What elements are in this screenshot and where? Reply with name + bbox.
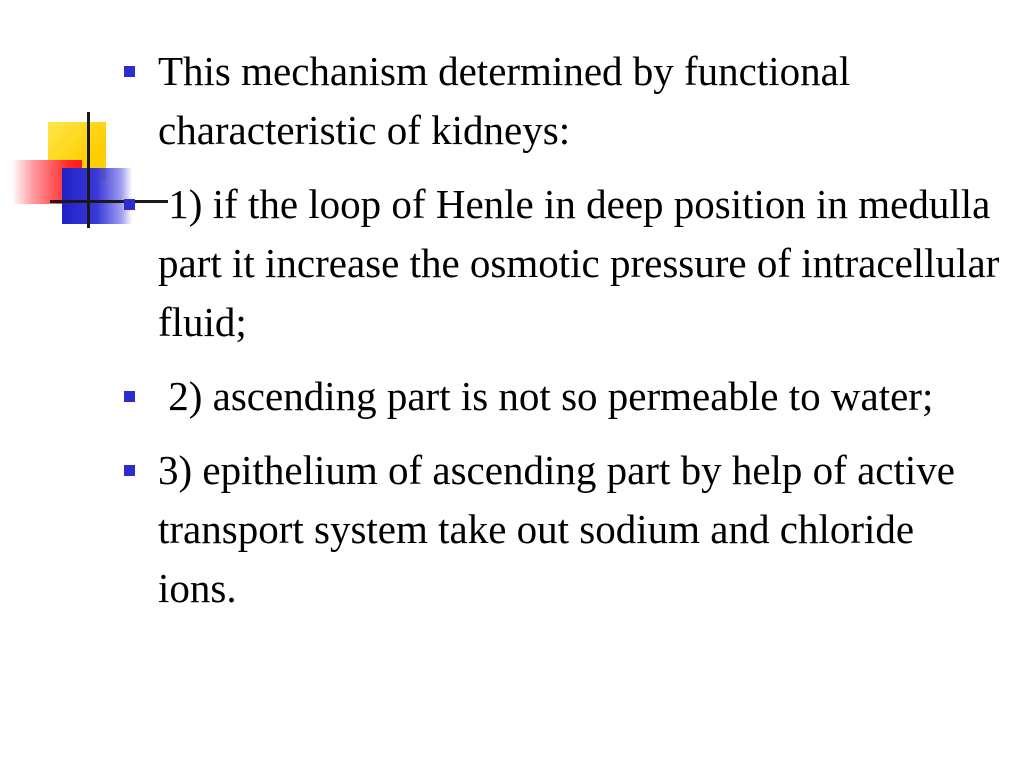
square-bullet-icon bbox=[124, 66, 135, 77]
bullet-text: 1) if the loop of Henle in deep position in medulla part it increase the osmotic pressure of intracellular fluid; bbox=[158, 181, 1010, 345]
slide-body bbox=[120, 42, 1010, 633]
bullet-text: 2) ascending part is not so permeable to water; bbox=[158, 373, 934, 419]
vertical-line bbox=[87, 112, 90, 228]
square-bullet-icon bbox=[124, 465, 135, 476]
bullet-item bbox=[120, 441, 1000, 618]
bullet-item bbox=[120, 42, 1000, 160]
bullet-item bbox=[120, 367, 1000, 426]
square-bullet-icon bbox=[124, 199, 135, 210]
bullet-item bbox=[120, 175, 1010, 352]
bullet-text: 3) epithelium of ascending part by help of active transport system take out sodium and chloride ions. bbox=[158, 447, 966, 611]
bullet-text: This mechanism determined by functional characteristic of kidneys: bbox=[158, 48, 861, 153]
square-bullet-icon bbox=[124, 391, 135, 402]
bullet-list bbox=[120, 42, 1010, 618]
